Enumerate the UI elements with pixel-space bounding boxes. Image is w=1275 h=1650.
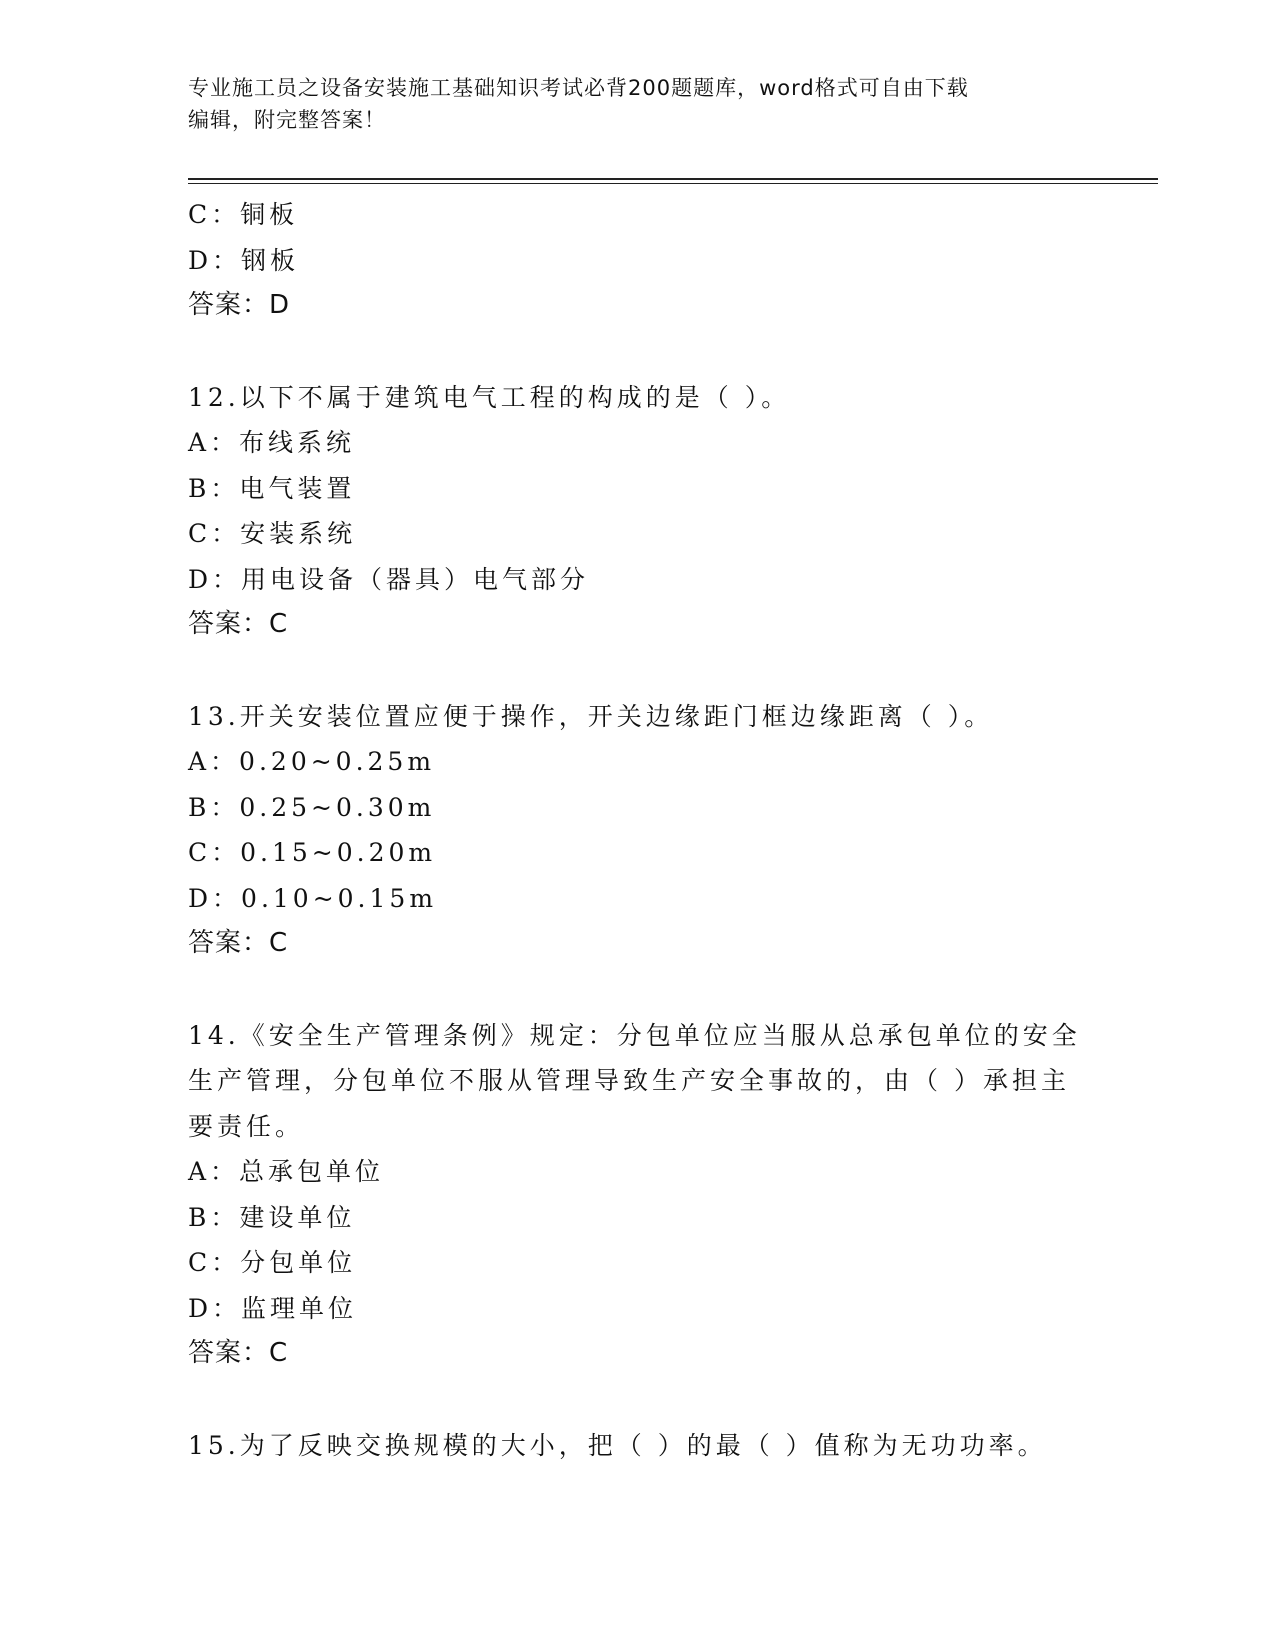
option-a: A：布线系统 <box>188 428 356 457</box>
option-b: B：0.25~0.30m <box>188 792 436 822</box>
option-b: B：建设单位 <box>188 1202 356 1232</box>
question-14 <box>188 1013 1088 1377</box>
spacer <box>188 1377 1088 1423</box>
question-13 <box>188 694 1088 967</box>
option-c: C：安装系统 <box>188 519 357 548</box>
spacer <box>188 329 1088 375</box>
question-15 <box>188 1423 1088 1469</box>
option-d: D：用电设备（器具）电气部分 <box>188 564 590 594</box>
question-stem-line-2: 生产管理，分包单位不服从管理导致生产安全事故的，由（ ）承担主 <box>188 1066 1070 1095</box>
carryover-option-d: D：钢板 <box>188 245 300 275</box>
spacer <box>188 967 1088 1013</box>
carryover-option-c: C：铜板 <box>188 200 299 229</box>
question-stem: 15.为了反映交换规模的大小，把（ ）的最（ ）值称为无功功率。 <box>188 1430 1047 1460</box>
answer: 答案：C <box>188 928 289 958</box>
question-stem: 13.开关安装位置应便于操作，开关边缘距门框边缘距离（ ）。 <box>188 701 994 731</box>
option-c: C：0.15~0.20m <box>188 838 437 867</box>
spacer <box>188 648 1088 694</box>
header-divider-thin <box>188 183 1158 184</box>
header-line-1: 专业施工员之设备安装施工基础知识考试必背200题题库，word格式可自由下载 <box>188 76 969 100</box>
option-d: D：监理单位 <box>188 1293 358 1323</box>
header-divider-thick <box>188 178 1158 180</box>
option-d: D：0.10~0.15m <box>188 883 438 913</box>
answer: 答案：C <box>188 609 289 639</box>
question-12 <box>188 375 1088 648</box>
carryover-answer: 答案：D <box>188 290 291 320</box>
option-a: A：0.20~0.25m <box>188 747 436 776</box>
question-stem-line-3: 要责任。 <box>188 1111 305 1141</box>
question-stem-line-1: 14.《安全生产管理条例》规定：分包单位应当服从总承包单位的安全 <box>188 1020 1081 1050</box>
answer: 答案：C <box>188 1338 289 1368</box>
question-list <box>188 192 1088 1468</box>
option-a: A：总承包单位 <box>188 1157 385 1186</box>
question-stem: 12.以下不属于建筑电气工程的构成的是（ ）。 <box>188 382 791 412</box>
option-c: C：分包单位 <box>188 1248 357 1277</box>
document-header <box>188 72 1068 136</box>
option-b: B：电气装置 <box>188 473 356 503</box>
header-line-2: 编辑，附完整答案！ <box>188 108 386 132</box>
